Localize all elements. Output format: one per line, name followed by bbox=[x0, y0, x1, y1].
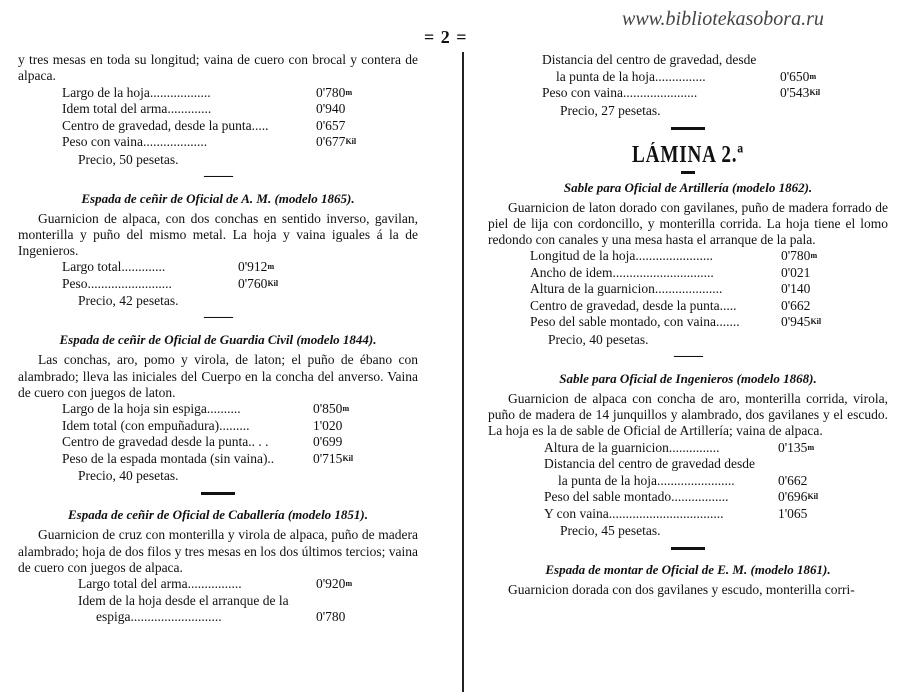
spec-row: Idem total (con empuñadura)......... 1'020 bbox=[62, 417, 343, 433]
spec-row: Ancho de idem.............................. 0'021 bbox=[530, 264, 811, 280]
watermark: www.bibliotekasobora.ru bbox=[622, 8, 824, 30]
spec-list-3 bbox=[62, 401, 402, 467]
spec-row: la punta de la hoja....................... 0'662 bbox=[558, 472, 808, 488]
spec-row: Y con vaina.................................. 1'065 bbox=[544, 505, 808, 521]
spec-row: Largo de la hoja sin espiga.......... 0'850 m bbox=[62, 401, 350, 417]
section-body: Guarnicion de alpaca, con dos conchas en sentido inverso, gavilan, monterilla y puño del mismo metal. La hoja y vaina iguales á la de Ingenieros. bbox=[18, 210, 418, 259]
section-rule bbox=[201, 492, 235, 495]
price: Precio, 40 pesetas. bbox=[548, 331, 649, 347]
spec-row: Peso del sable montado................. 0'696 Kil bbox=[544, 489, 819, 505]
spec-row: Peso......................... 0'760 Kil bbox=[62, 275, 279, 291]
intro-paragraph: y tres mesas en toda su longitud; vaina de cuero con brocal y contera de alpaca. bbox=[18, 52, 418, 84]
spec-row: Largo total del arma................ 0'920 m bbox=[78, 576, 353, 592]
spec-row: la punta de la hoja............... 0'650 m bbox=[556, 68, 817, 84]
spec-list-4 bbox=[78, 576, 408, 626]
price: Precio, 42 pesetas. bbox=[78, 293, 179, 309]
spec-row: Centro de gravedad desde la punta.. . . 0'699 bbox=[62, 434, 343, 450]
price: Precio, 27 pesetas. bbox=[560, 102, 661, 118]
spec-row: Longitud de la hoja....................... 0'780 m bbox=[530, 248, 818, 264]
price: Precio, 45 pesetas. bbox=[560, 523, 661, 539]
spec-list-2 bbox=[544, 440, 884, 523]
section-body: Las conchas, aro, pomo y virola, de laton; el puño de ébano con alambrado; lleva las iniciales del Cuerpo en la concha del anverso. Vaina de cuero con juegos de laton. bbox=[18, 352, 418, 401]
column-divider bbox=[462, 52, 464, 692]
left-column bbox=[18, 52, 418, 626]
spec-list-1 bbox=[62, 85, 392, 151]
spec-row: Largo de la hoja.................. 0'780 m bbox=[62, 84, 353, 100]
section-rule bbox=[681, 171, 695, 174]
section-title: Sable para Oficial de Artillería (modelo 1862). bbox=[563, 179, 813, 195]
spec-row: Altura de la guarnicion............... 0'135 m bbox=[544, 439, 815, 455]
spec-row: Peso con vaina................... 0'677 Kil bbox=[62, 134, 357, 150]
section-title: Espada de ceñir de Oficial de Guardia Civil (modelo 1844). bbox=[59, 332, 377, 348]
spec-row: Largo total............. 0'912 m bbox=[62, 259, 275, 275]
spec-row: Distancia del centro de gravedad desde bbox=[544, 456, 756, 472]
section-body: Guarnicion dorada con dos gavilanes y escudo, monterilla corri- bbox=[508, 582, 855, 598]
spec-row: Altura de la guarnicion.................... 0'140 bbox=[530, 281, 811, 297]
section-body: Guarnicion de alpaca con concha de aro, monterilla corrida, virola, puño de madera de 14 junquillos y alambrado, dos gavilanes y el escudo. La hoja es la de sable de Oficial de Artillería; vaina de alpaca. bbox=[488, 390, 888, 439]
spec-row: Idem total del arma............. 0'940 bbox=[62, 101, 346, 117]
section-title: Sable para Oficial de Ingenieros (modelo 1868). bbox=[559, 370, 817, 386]
spec-list-0 bbox=[542, 52, 882, 102]
spec-list-2 bbox=[62, 259, 362, 292]
plate-heading: LÁMINA 2.ª bbox=[632, 141, 744, 168]
section-rule bbox=[671, 547, 705, 550]
spec-list-1 bbox=[530, 248, 880, 331]
section-title: Espada de montar de Oficial de E. M. (modelo 1861). bbox=[545, 562, 831, 578]
section-dash: —— bbox=[204, 167, 232, 184]
section-title: Espada de ceñir de Oficial de A. M. (modelo 1865). bbox=[81, 190, 355, 206]
price: Precio, 50 pesetas. bbox=[78, 151, 179, 167]
page-number: = 2 = bbox=[424, 27, 468, 47]
right-column bbox=[488, 52, 888, 599]
section-body: Guarnicion de cruz con monterilla y virola de alpaca, puño de madera alambrado; hoja de dos filos y tres mesas en los dos últimos tercios; vaina de cuero con juegos de alpaca. bbox=[18, 527, 418, 575]
section-dash: —— bbox=[204, 309, 232, 326]
section-rule bbox=[671, 127, 705, 130]
spec-row: Distancia del centro de gravedad, desde bbox=[542, 52, 757, 67]
section-body: Guarnicion de laton dorado con gavilanes, puño de madera forrado de piel de lija con cordoncillo, y monterilla corrida. La hoja tiene el lomo redondo con canales y una mesa hasta el arranque de la pala. bbox=[488, 199, 888, 248]
price: Precio, 40 pesetas. bbox=[78, 468, 179, 484]
spec-row: Peso con vaina...................... 0'543 Kil bbox=[542, 85, 821, 100]
spec-row: Centro de gravedad, desde la punta..... 0'662 bbox=[530, 297, 811, 313]
spec-row: Idem de la hoja desde el arranque de la bbox=[78, 592, 289, 608]
spec-row: Peso de la espada montada (sin vaina).. 0'715 Kil bbox=[62, 450, 354, 466]
section-dash: —— bbox=[674, 347, 702, 364]
spec-row: espiga........................... 0'780 bbox=[96, 609, 346, 625]
spec-row: Centro de gravedad, desde la punta..... 0'657 bbox=[62, 117, 346, 133]
spec-row: Peso del sable montado, con vaina....... 0'945 Kil bbox=[530, 314, 822, 330]
section-title: Espada de ceñir de Oficial de Caballería (modelo 1851). bbox=[67, 507, 369, 523]
